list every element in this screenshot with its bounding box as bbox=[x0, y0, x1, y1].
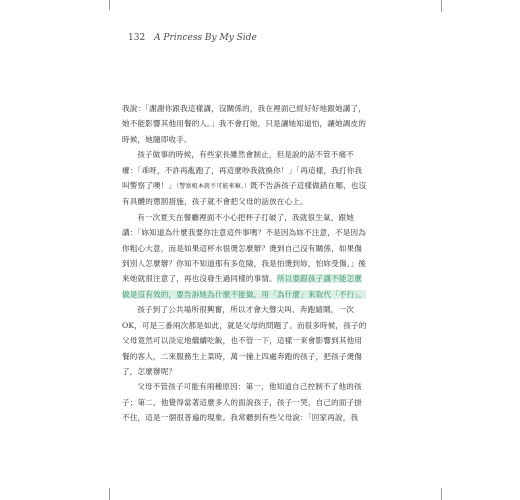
paragraph bbox=[122, 147, 368, 210]
paragraph-text: 孩子做事的時候，有些家長雖然會制止，但是說的話不管不痛不癢： bbox=[122, 150, 355, 175]
paragraph bbox=[122, 210, 368, 302]
paragraph bbox=[122, 101, 368, 147]
highlighted-text: 所以要跟孩子講不能怎麼做是沒有效的，要告訴她為什麼不能做，用「為什麼」來取代「不行」。 bbox=[122, 274, 366, 299]
running-header bbox=[128, 33, 257, 43]
book-title: A Princess By My Side bbox=[154, 33, 257, 43]
body-text bbox=[122, 101, 368, 426]
paragraph-text: 孩子到了公共場所很興奮，所以才會大聲尖叫、奔跑嬉鬧，一次OK，可是三番兩次都是如此，就是父母的問題了。而很多時候，孩子的父母竟然可以淡定地繼續吃飯，也不管一下，這樣一來會影響到其他用餐的客人，二來服務生上菜時，萬一撞上四處奔跑的孩子，把孩子燙傷了，怎麼辦呢？ bbox=[122, 305, 367, 376]
paragraph-text: 既不告訴孩子這樣做錯在哪，也沒有具體的懲罰措施，孩子就不會把父母的話放在心上。 bbox=[122, 181, 367, 207]
paragraph-text: 父母不管孩子可能有兩種原因：第一，他知道自己控制不了他的孩子；第二，他覺得當著這麼多人的面說孩子，孩子一哭，自己的面子掛不住，這是一個很普遍的現象。我常聽到有些父母說：「回家再說，我 bbox=[122, 382, 363, 423]
crop-mark-top-left bbox=[109, 0, 110, 10]
page-number: 132 bbox=[128, 33, 146, 43]
paragraph bbox=[122, 379, 368, 425]
paragraph bbox=[122, 302, 368, 379]
crop-mark-top-right bbox=[441, 0, 442, 12]
paragraph-text: 我說：「謝謝你跟我這樣講，沒關係的，我在裡面已經好好地跟她講了，她不能影響其他用餐的人。」我不會打她，只是讓她知道怕，讓她調皮的時候，她隨即收手。 bbox=[122, 104, 366, 144]
paragraph-text: （警察根本就不可能來嘛。） bbox=[176, 183, 251, 191]
crop-mark-bottom-right bbox=[441, 488, 442, 500]
paragraph-text: 有一次夏天在餐廳裡面不小心把杯子打破了，我就很生氣，跟她講：「妳知道為什麼我要你注意這件事嗎？不是因為妳不注意，不是因為你粗心大意，而是如果這杯水很燙怎麼辦？燙到自己沒有關係，如果傷到別人怎麼辦？你知不知道那有多危險，我是怕燙到妳，怕妳受傷。」後來她就很注意了，再也沒發生過同樣的事情。 bbox=[122, 212, 366, 284]
paragraph-text: 「乖呀，不許再亂跑了，再這麼吵我就換你！」「再這樣，我打你我叫警察了噢！」 bbox=[122, 165, 363, 191]
crop-mark-bottom-left bbox=[109, 488, 110, 500]
